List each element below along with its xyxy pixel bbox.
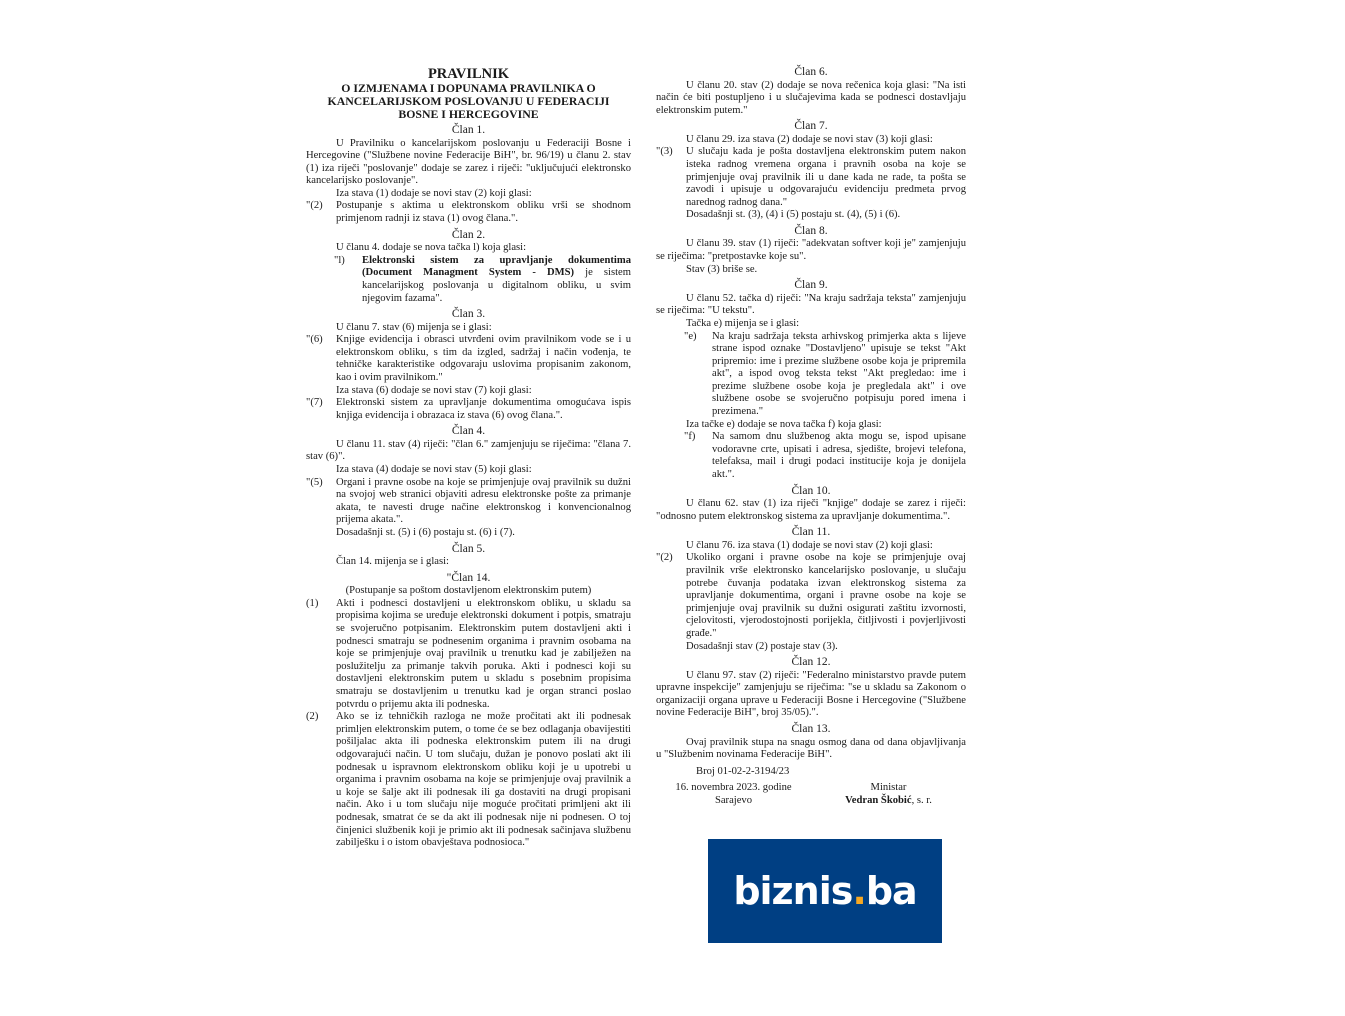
- item-label: (1): [306, 597, 319, 609]
- paragraph: Iza stava (1) dodaje se novi stav (2) koji glasi:: [336, 187, 532, 199]
- list-item: [656, 146, 966, 209]
- article-heading: Član 9.: [794, 279, 828, 292]
- paragraph: U članu 52. tačka d) riječi: "Na kraju sadržaja teksta" zamjenjuju se riječima: "U tekstu".: [656, 292, 966, 317]
- logo-text-tld: ba: [865, 869, 917, 913]
- article-heading: Član 11.: [791, 526, 831, 539]
- article-heading: Član 8.: [794, 224, 828, 237]
- list-item: [306, 334, 631, 384]
- article-heading: Član 7.: [794, 120, 828, 133]
- signatory-suffix: , s. r.: [911, 794, 932, 806]
- item-text: Organi i pravne osobe na koje se primjenjuje ovaj pravilnik su dužni na svojoj web stranici objaviti adresu elektronske pošte za primanje akata, te navesti druge načine elektronskog i konvencionalnog prijema akata.".: [336, 476, 631, 526]
- title-line-3: KANCELARIJSKOM POSLOVANJU U FEDERACIJI: [327, 94, 610, 108]
- paragraph: U članu 39. stav (1) riječi: "adekvatan softver koji je" zamjenjuju se riječima: "pretpostavke koje su".: [656, 238, 966, 263]
- signatory: [811, 782, 966, 807]
- list-item: [306, 397, 631, 422]
- item-text: Na kraju sadržaja teksta arhivskog primjerka akta s lijeve strane ispod oznake "Dostavljeno" upisuje se tekst "Akt pripremio: ime i prezime službene osobe koja je pripremila akt", a ispod ovog teksta tekst "Akt pregledao: ime i prezime službene osobe koja je pregledala akt" i ove službene osobe se svojeručno potpisuju pored imena i prezimena.": [712, 330, 966, 418]
- title-line-4: BOSNE I HERCEGOVINE: [398, 107, 539, 121]
- paragraph: Iza tačke e) dodaje se nova tačka f) koja glasi:: [686, 418, 882, 430]
- item-text: Na samom dnu službenog akta mogu se, ispod upisane vodoravne crte, upisati i adresa, sjedište, brojevi telefona, telefaksa, mail i drugi podaci institucije koja je donijela akt.".: [712, 431, 966, 481]
- title-line-2: O IZMJENAMA I DOPUNAMA PRAVILNIKA O: [341, 81, 596, 95]
- item-text: [362, 255, 631, 305]
- signatory-role: Ministar: [870, 782, 907, 794]
- biznis-ba-logo: [708, 839, 942, 943]
- article-heading: Član 13.: [791, 723, 831, 736]
- paragraph: U članu 76. iza stava (1) dodaje se novi stav (2) koji glasi:: [686, 539, 933, 551]
- item-label: "(7): [306, 397, 323, 409]
- item-label: "e): [684, 330, 697, 342]
- signature-block: [656, 782, 966, 807]
- document-title: [306, 66, 631, 121]
- paragraph: Tačka e) mijenja se i glasi:: [686, 317, 800, 329]
- document-right-column: [656, 66, 966, 808]
- paragraph: Stav (3) briše se.: [686, 263, 758, 275]
- item-text: U slučaju kada je pošta dostavljena elektronskim putem nakon isteka radnog vremena organa i pravnih osoba na koje se primjenjuje ovaj pravilnik ili u dane kada ne rade, ta pošta se zavodi i upisuje u odgovarajuću evidenciju predmeta prvog narednog radnog dana.": [686, 146, 966, 208]
- item-text: Postupanje s aktima u elektronskom obliku vrši se shodnom primjenom radnji iz stava (1) ovog člana.".: [336, 200, 631, 225]
- signatory-name: Vedran Škobić: [845, 794, 912, 806]
- signatory-name-line: [811, 795, 966, 808]
- logo-text-dot: .: [852, 869, 866, 913]
- list-item: [306, 200, 631, 225]
- item-label: "f): [684, 431, 696, 443]
- article-heading: Član 6.: [794, 66, 828, 78]
- article-heading: Član 3.: [451, 308, 486, 321]
- paragraph: Iza stava (6) dodaje se novi stav (7) koji glasi:: [336, 384, 532, 396]
- quoted-article-heading: "Član 14.: [446, 571, 491, 584]
- paragraph: U članu 29. iza stava (2) dodaje se novi stav (3) koji glasi:: [686, 133, 933, 145]
- article-heading: Član 10.: [791, 484, 831, 497]
- list-item: [656, 331, 966, 419]
- item-text: Ako se iz tehničkih razloga ne može pročitati akt ili podnesak primljen elektronskim putem, o tome će se bez odlaganja obavijestiti pošiljalac akta ili podneska elektronskim putem ili na drugi odgovarajući način. U tom slučaju, dužan je ponovo poslati akt ili podnesak u ispravnom elektronskom obliku koji je u upotrebi u organima i pravnim osobama na koje se primjenjuje ovaj pravilnik a u koje se šalje akt ili podnesak ili ga dostaviti na drugi propisani način. Ako i u tom slučaju nije moguće pročitati primljeni akt ili podnesak, smatrat će se da akt ili podnesak nije ni podnesen. O toj činjenici službenik koji je primio akt ili podnesak sačinjava službenu zabilješku i o istom obavještava podnosioca.": [336, 711, 631, 849]
- item-label: "(2): [656, 552, 673, 564]
- paragraph: U članu 4. dodaje se nova tačka l) koja glasi:: [336, 242, 527, 254]
- paragraph: U članu 20. stav (2) dodaje se nova rečenica koja glasi: "Na isti način će biti postupljeno i u slučajevima kada se podnesci dostavljaju elektronskim putem.": [656, 79, 966, 116]
- item-text: Ukoliko organi i pravne osobe na koje se primjenjuje ovaj pravilnik vrše elektronsko kancelarijsko poslovanje, u slučaju potrebe čuvanja podataka izvan elektronskog sistema za upravljanje dokumentima, organi i pravne osobe na koje se primjenjuje ovaj pravilnik su dužni osigurati zaštitu izvornosti, cjelovitosti, vjerodostojnosti porijekla, čitljivosti i povjerljivosti građe.": [686, 552, 966, 639]
- paragraph: Iza stava (4) dodaje se novi stav (5) koji glasi:: [336, 464, 532, 476]
- paragraph: U članu 7. stav (6) mijenja se i glasi:: [336, 321, 492, 333]
- list-item: [306, 598, 631, 711]
- item-text-rest: je sistem kancelarijskog poslovanja u digitalnom obliku, u svim njegovim fazama".: [362, 267, 631, 304]
- item-text: Akti i podnesci dostavljeni u elektronskom obliku, u skladu sa propisima kojima se uređuje elektronski dokument i potpis, smatraju se svojeručno potpisanim. Elektronskim putem dostavljeni akti i podnesci smatraju se podnesenim organima i pravnim osobama na koje se primjenjuje ovaj pravilnik u trenutku kad je zabilježen na poslužitelju za primanje takvih poruka. Akti i podnesci koji su dostavljeni elektronskim putem u skladu s posebnim propisima smatraju se dostavljenim u trenutku kad je organ stranci poslao potvrdu o prijemu akta ili podneska.: [336, 597, 631, 710]
- item-bold-text: Elektronski sistem za upravljanje dokumentima (Document Managment System - DMS): [362, 254, 631, 279]
- list-item: [306, 477, 631, 527]
- paragraph: U članu 62. stav (1) iza riječi "knjige" dodaje se zarez i riječi: "odnosno putem elektronskog sistema za upravljanje dokumentima.".: [656, 498, 966, 522]
- article-heading: Član 2.: [451, 228, 486, 241]
- paragraph: Dosadašnji st. (3), (4) i (5) postaju st. (4), (5) i (6).: [686, 209, 901, 221]
- article-heading: Član 5.: [451, 542, 486, 555]
- title-line-1: PRAVILNIK: [427, 66, 510, 82]
- paragraph: Ovaj pravilnik stupa na snagu osmog dana od dana objavljivanja u "Službenim novinama Federacije BiH".: [656, 736, 966, 761]
- paragraph: Dosadašnji st. (5) i (6) postaju st. (6) i (7).: [336, 527, 515, 539]
- paragraph: U Pravilniku o kancelarijskom poslovanju u Federaciji Bosne i Hercegovine ("Službene novine Federacije BiH", br. 96/19) u članu 2. stav (1) iza riječi "poslovanje" dodaje se zarez i riječi: "uključujući elektronsko kancelarijsko poslovanje".: [306, 137, 631, 187]
- item-label: "(5): [306, 476, 323, 488]
- item-text: Elektronski sistem za upravljanje dokumentima omogućava ispis knjiga evidencija i obrazaca iz stava (6) ovog člana.".: [336, 397, 631, 421]
- article-heading: Član 12.: [791, 656, 831, 669]
- paragraph: U članu 11. stav (4) riječi: "član 6." zamjenjuju se riječima: "člana 7. stav (6)".: [306, 438, 631, 463]
- logo-text-main: biznis: [733, 869, 853, 913]
- logo-wordmark: [733, 869, 916, 913]
- quoted-article-subtitle: (Postupanje sa poštom dostavljenom elektronskim putem): [345, 585, 592, 597]
- list-item: [306, 711, 631, 850]
- list-item: [306, 255, 631, 305]
- item-text: Knjige evidencija i obrasci utvrđeni ovim pravilnikom vode se i u elektronskom obliku, s tim da izgled, sadržaj i način vođenja, te tehničke karakteristike odgovaraju uslovima propisanim zakonom, kao i ovim pravilnikom.": [336, 334, 631, 383]
- document-number: Broj 01-02-2-3194/23: [696, 765, 790, 777]
- place: Sarajevo: [714, 794, 753, 806]
- list-item: [656, 552, 966, 640]
- item-label: "(2): [306, 200, 323, 212]
- item-label: "l): [334, 254, 345, 266]
- date: 16. novembra 2023. godine: [675, 782, 792, 794]
- document-left-column: [306, 66, 631, 850]
- list-item: [656, 431, 966, 481]
- date-place: [656, 782, 811, 807]
- paragraph: Član 14. mijenja se i glasi:: [336, 556, 449, 568]
- article-heading: Član 1.: [451, 124, 486, 136]
- article-heading: Član 4.: [451, 425, 486, 438]
- paragraph: Dosadašnji stav (2) postaje stav (3).: [686, 640, 838, 652]
- item-label: "(3): [656, 146, 673, 158]
- paragraph: U članu 97. stav (2) riječi: "Federalno ministarstvo pravde putem upravne inspekcije" zamjenjuju se riječima: "se u skladu sa Zakonom o organizaciji organa uprave u Federaciji Bosne i Hercegovine ("Službene novine Federacije BiH", broj 35/05).".: [656, 669, 966, 719]
- item-label: (2): [306, 711, 319, 723]
- item-label: "(6): [306, 334, 323, 346]
